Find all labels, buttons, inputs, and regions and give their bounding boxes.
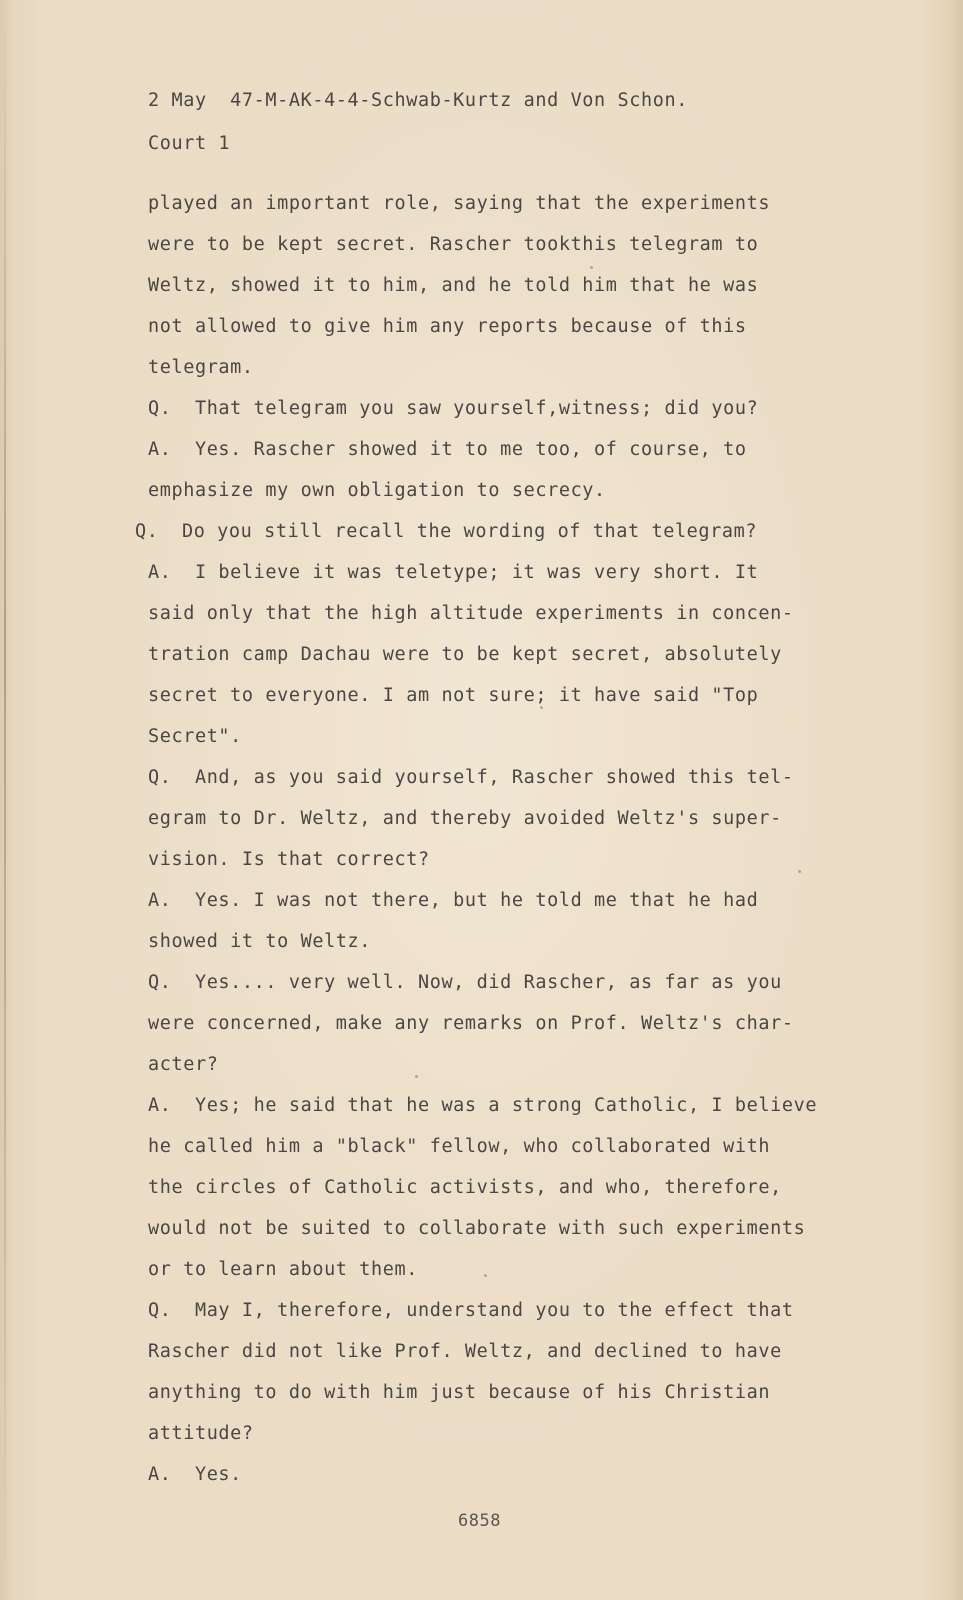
text-line: acter? — [148, 1054, 219, 1075]
text-line: tration camp Dachau were to be kept secret, absolutely — [148, 644, 782, 665]
question-line: Q. That telegram you saw yourself,witness; did you? — [148, 398, 759, 419]
text-line: attitude? — [148, 1423, 254, 1444]
text-line: Weltz, showed it to him, and he told him that he was — [148, 275, 759, 296]
page-edge-shadow — [4, 0, 6, 1600]
answer-line: A. Yes. Rascher showed it to me too, of course, to — [148, 439, 747, 460]
text-line: were to be kept secret. Rascher tookthis telegram to — [148, 234, 759, 255]
text-line: secret to everyone. I am not sure; it have said "Top — [148, 685, 759, 706]
answer-line: A. I believe it was teletype; it was very short. It — [148, 562, 759, 583]
answer-line: A. Yes. I was not there, but he told me that he had — [148, 890, 759, 911]
paper-speck — [540, 706, 543, 709]
answer-line: A. Yes. — [148, 1464, 242, 1485]
text-line: would not be suited to collaborate with such experiments — [148, 1218, 806, 1239]
paper-speck — [415, 1075, 418, 1078]
text-line: telegram. — [148, 357, 254, 378]
text-line: said only that the high altitude experiments in concen- — [148, 603, 794, 624]
text-line: Rascher did not like Prof. Weltz, and declined to have — [148, 1341, 782, 1362]
header-case-line: 2 May 47-M-AK-4-4-Schwab-Kurtz and Von Schon. — [148, 90, 688, 111]
text-line: the circles of Catholic activists, and who, therefore, — [148, 1177, 782, 1198]
text-line: egram to Dr. Weltz, and thereby avoided Weltz's super- — [148, 808, 782, 829]
paper-speck — [798, 870, 801, 873]
question-line: Q. Do you still recall the wording of that telegram? — [135, 521, 758, 542]
text-line: anything to do with him just because of his Christian — [148, 1382, 771, 1403]
text-line: not allowed to give him any reports because of this — [148, 316, 747, 337]
text-line: or to learn about them. — [148, 1259, 418, 1280]
text-line: were concerned, make any remarks on Prof. Weltz's char- — [148, 1013, 794, 1034]
answer-line: A. Yes; he said that he was a strong Catholic, I believe — [148, 1095, 818, 1116]
paper-speck — [484, 1274, 487, 1277]
text-line: Secret". — [148, 726, 242, 747]
text-line: he called him a "black" fellow, who collaborated with — [148, 1136, 771, 1157]
question-line: Q. May I, therefore, understand you to the effect that — [148, 1300, 794, 1321]
question-line: Q. And, as you said yourself, Rascher showed this tel- — [148, 767, 794, 788]
text-line: vision. Is that correct? — [148, 849, 430, 870]
text-line: emphasize my own obligation to secrecy. — [148, 480, 606, 501]
paper-speck — [590, 266, 593, 269]
text-line: showed it to Weltz. — [148, 931, 372, 952]
page-number: 6858 — [458, 1511, 501, 1531]
text-line: played an important role, saying that the experiments — [148, 193, 771, 214]
header-court-line: Court 1 — [148, 133, 231, 154]
question-line: Q. Yes.... very well. Now, did Rascher, as far as you — [148, 972, 782, 993]
